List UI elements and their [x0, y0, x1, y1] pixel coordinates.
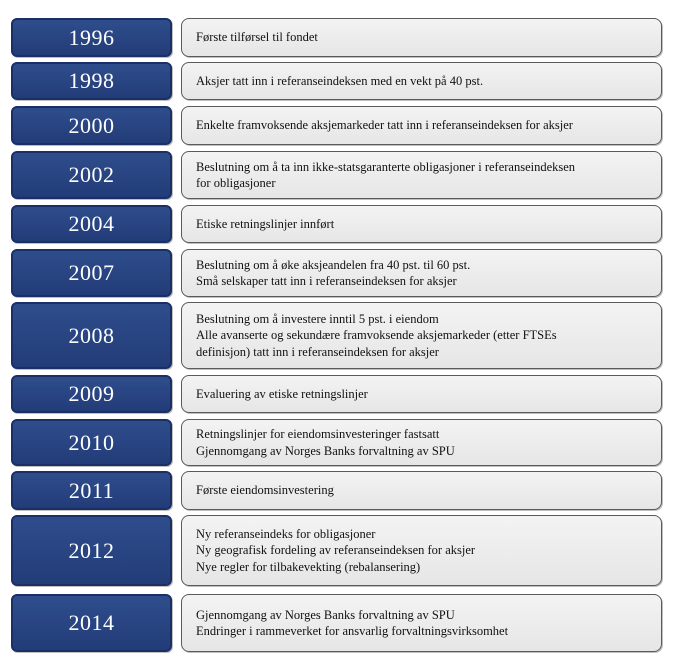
event-description-line: Små selskaper tatt inn i referanseindeksen for aksjer: [196, 274, 457, 288]
event-description-box: [181, 249, 662, 297]
year-label: 2010: [68, 429, 115, 455]
timeline-row: [0, 375, 673, 413]
event-description-line: Beslutning om å øke aksjeandelen fra 40 pst. til 60 pst.: [196, 257, 471, 272]
year-label: 2004: [68, 211, 115, 236]
event-description-line: Første tilførsel til fondet: [196, 30, 318, 45]
event-description-box: [181, 151, 662, 199]
year-box: [11, 151, 172, 199]
event-description-box: [181, 471, 662, 510]
event-description-box: [181, 515, 662, 586]
year-label: 1996: [68, 24, 115, 50]
year-box: [11, 419, 172, 466]
event-description-line: Ny referanseindeks for obligasjoner: [196, 526, 376, 541]
event-description-box: [181, 419, 662, 466]
event-description-line: Beslutning om å ta inn ikke-statsgaranterte obligasjoner i referanseindeksen: [196, 159, 576, 174]
timeline-row: [0, 471, 673, 510]
year-label: 2012: [68, 537, 115, 563]
year-box: [11, 106, 172, 145]
event-description-box: [181, 18, 662, 57]
event-description-line: Nye regler for tilbakevekting (rebalansering): [196, 559, 421, 574]
event-description-line: Enkelte framvoksende aksjemarkeder tatt inn i referanseindeksen for aksjer: [196, 118, 573, 133]
event-description-line: definisjon) tatt inn i referanseindeksen for aksjer: [196, 344, 439, 359]
year-box: [11, 62, 172, 100]
year-box: [11, 515, 172, 586]
timeline-row: [0, 18, 673, 57]
event-description-box: [181, 302, 662, 369]
event-description-line: Gjennomgang av Norges Banks forvaltning av SPU: [196, 607, 455, 622]
timeline-row: [0, 594, 673, 652]
year-label: 2009: [68, 381, 115, 406]
event-description-box: [181, 205, 662, 243]
year-box: [11, 205, 172, 243]
timeline-row: [0, 151, 673, 199]
timeline-row: [0, 205, 673, 243]
year-box: [11, 375, 172, 413]
year-label: 2008: [68, 322, 115, 348]
year-label: 2002: [68, 162, 115, 187]
event-description-line: Alle avanserte og sekundære framvoksende aksjemarkeder (etter FTSEs: [196, 328, 557, 343]
event-description-box: [181, 594, 662, 652]
year-box: [11, 249, 172, 297]
year-box: [11, 302, 172, 369]
event-description-line: Første eiendomsinvestering: [196, 483, 334, 498]
event-description-line: Endringer i rammeverket for ansvarlig forvaltningsvirksomhet: [196, 624, 509, 638]
year-label: 2007: [68, 260, 115, 285]
event-description-box: [181, 375, 662, 413]
event-description-line: Retningslinjer for eiendomsinvesteringer fastsatt: [196, 427, 440, 441]
timeline-row: [0, 515, 673, 586]
year-box: [11, 594, 172, 652]
event-description-line: Ny geografisk fordeling av referanseindeksen for aksjer: [196, 543, 476, 558]
event-description-line: Etiske retningslinjer innført: [196, 216, 335, 231]
event-description-line: for obligasjoner: [196, 176, 276, 190]
year-label: 1998: [68, 68, 115, 93]
year-label: 2011: [68, 477, 115, 503]
timeline-row: [0, 106, 673, 145]
event-description-line: Gjennomgang av Norges Banks forvaltning av SPU: [196, 443, 455, 458]
timeline-row: [0, 62, 673, 100]
event-description-box: [181, 62, 662, 100]
year-box: [11, 471, 172, 510]
event-description-box: [181, 106, 662, 145]
event-description-line: Evaluering av etiske retningslinjer: [196, 386, 368, 401]
timeline-row: [0, 302, 673, 369]
year-label: 2000: [68, 112, 115, 138]
event-description-line: Beslutning om å investere inntil 5 pst. i eiendom: [196, 311, 439, 326]
year-label: 2014: [68, 610, 115, 635]
timeline-row: [0, 419, 673, 466]
year-box: [11, 18, 172, 57]
event-description-line: Aksjer tatt inn i referanseindeksen med en vekt på 40 pst.: [196, 73, 484, 88]
timeline-row: [0, 249, 673, 297]
